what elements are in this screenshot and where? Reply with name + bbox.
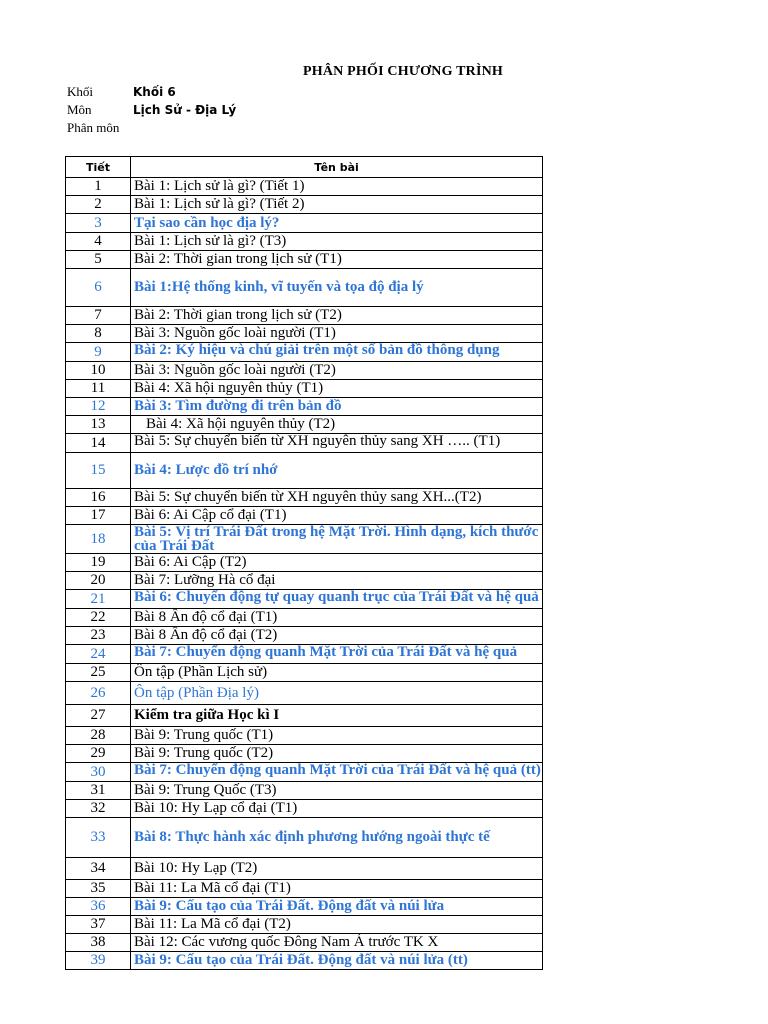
table-row xyxy=(66,880,543,898)
table-row xyxy=(66,705,543,727)
lesson-number: 23 xyxy=(66,627,131,645)
lesson-title: Bài 7: Chuyển động quanh Mặt Trời của Trái Đất và hệ quả (tt) xyxy=(131,763,543,782)
table-row xyxy=(66,627,543,645)
table-row xyxy=(66,952,543,970)
lesson-title: Bài 7: Chuyển động quanh Mặt Trời của Trái Đất và hệ quả xyxy=(131,645,543,664)
table-row xyxy=(66,572,543,590)
header-tiet: Tiết xyxy=(66,157,131,178)
lesson-title: Bài 6: Chuyển động tự quay quanh trục của Trái Đất và hệ quả xyxy=(131,590,543,609)
lesson-number: 5 xyxy=(66,251,131,269)
table-row xyxy=(66,645,543,664)
lesson-number: 30 xyxy=(66,763,131,782)
lesson-title: Bài 9: Cấu tạo của Trái Đất. Động đất và núi lửa (tt) xyxy=(131,952,543,970)
lesson-title: Bài 3: Nguồn gốc loài người (T2) xyxy=(131,362,543,380)
table-row xyxy=(66,818,543,858)
lesson-title: Bài 11: La Mã cổ đại (T2) xyxy=(131,916,543,934)
lesson-number: 20 xyxy=(66,572,131,590)
lesson-title: Bài 4: Lược đồ trí nhớ xyxy=(131,453,543,489)
lesson-title: Bài 6: Ai Cập cổ đại (T1) xyxy=(131,507,543,525)
lesson-number: 29 xyxy=(66,745,131,763)
lesson-title: Bài 1:Hệ thống kinh, vĩ tuyến và tọa độ địa lý xyxy=(131,269,543,307)
lesson-number: 24 xyxy=(66,645,131,664)
lesson-title: Bài 1: Lịch sử là gì? (Tiết 2) xyxy=(131,196,543,214)
lesson-number: 33 xyxy=(66,818,131,858)
lesson-title: Bài 5: Sự chuyển biến từ XH nguyên thủy sang XH...(T2) xyxy=(131,489,543,507)
table-row xyxy=(66,727,543,745)
lesson-number: 12 xyxy=(66,398,131,416)
lesson-title: Bài 1: Lịch sử là gì? (Tiết 1) xyxy=(131,178,543,196)
table-row xyxy=(66,416,543,434)
table-row xyxy=(66,525,543,554)
table-row xyxy=(66,898,543,916)
table-row xyxy=(66,380,543,398)
lesson-number: 14 xyxy=(66,434,131,453)
lesson-title: Bài 2: Thời gian trong lịch sử (T2) xyxy=(131,307,543,325)
lesson-number: 11 xyxy=(66,380,131,398)
lesson-number: 39 xyxy=(66,952,131,970)
lesson-title: Bài 6: Ai Cập (T2) xyxy=(131,554,543,572)
lesson-number: 27 xyxy=(66,705,131,727)
table-row xyxy=(66,554,543,572)
lesson-title: Bài 9: Trung quốc (T1) xyxy=(131,727,543,745)
lesson-number: 18 xyxy=(66,525,131,554)
mon-label: Môn xyxy=(67,102,92,117)
lesson-title: Bài 8 Ấn độ cổ đại (T1) xyxy=(131,609,543,627)
table-row xyxy=(66,782,543,800)
lesson-number: 35 xyxy=(66,880,131,898)
table-row xyxy=(66,214,543,233)
mon-value: Lịch Sử - Địa Lý xyxy=(133,103,237,117)
lesson-number: 8 xyxy=(66,325,131,343)
lesson-title: Bài 3: Tìm đường đi trên bản đồ xyxy=(131,398,543,416)
lesson-title: Ôn tập (Phần Lịch sử) xyxy=(131,664,543,682)
lesson-number: 34 xyxy=(66,858,131,880)
schedule-table xyxy=(65,156,543,970)
table-row xyxy=(66,682,543,705)
table-row xyxy=(66,362,543,380)
lesson-title: Bài 4: Xã hội nguyên thủy (T2) xyxy=(131,416,543,434)
table-row xyxy=(66,489,543,507)
table-row xyxy=(66,800,543,818)
lesson-number: 21 xyxy=(66,590,131,609)
lesson-title: Ôn tập (Phần Địa lý) xyxy=(131,682,543,705)
table-header-row xyxy=(66,157,543,178)
lesson-number: 28 xyxy=(66,727,131,745)
lesson-number: 1 xyxy=(66,178,131,196)
lesson-number: 38 xyxy=(66,934,131,952)
lesson-title: Tại sao cần học địa lý? xyxy=(131,214,543,233)
lesson-title: Bài 7: Lưỡng Hà cổ đại xyxy=(131,572,543,590)
table-row xyxy=(66,343,543,362)
lesson-title: Bài 1: Lịch sử là gì? (T3) xyxy=(131,233,543,251)
table-row xyxy=(66,233,543,251)
lesson-title: Bài 2: Thời gian trong lịch sử (T1) xyxy=(131,251,543,269)
lesson-number: 4 xyxy=(66,233,131,251)
lesson-title: Bài 11: La Mã cổ đại (T1) xyxy=(131,880,543,898)
table-row xyxy=(66,590,543,609)
table-row xyxy=(66,251,543,269)
lesson-number: 13 xyxy=(66,416,131,434)
table-row xyxy=(66,916,543,934)
lesson-number: 32 xyxy=(66,800,131,818)
table-row xyxy=(66,453,543,489)
lesson-number: 22 xyxy=(66,609,131,627)
table-row xyxy=(66,934,543,952)
lesson-number: 17 xyxy=(66,507,131,525)
table-row xyxy=(66,269,543,307)
lesson-number: 36 xyxy=(66,898,131,916)
table-row xyxy=(66,434,543,453)
lesson-number: 6 xyxy=(66,269,131,307)
lesson-title: Bài 5: Sự chuyển biến từ XH nguyên thủy sang XH ….. (T1) xyxy=(131,434,543,453)
lesson-title: Bài 3: Nguồn gốc loài người (T1) xyxy=(131,325,543,343)
table-row xyxy=(66,664,543,682)
lesson-title: Bài 9: Cấu tạo của Trái Đất. Động đất và núi lửa xyxy=(131,898,543,916)
table-row xyxy=(66,763,543,782)
khoi-label: Khối xyxy=(67,84,93,99)
table-row xyxy=(66,325,543,343)
table-row xyxy=(66,398,543,416)
header-ten-bai: Tên bài xyxy=(131,157,543,178)
lesson-number: 16 xyxy=(66,489,131,507)
lesson-title: Bài 10: Hy Lạp cổ đại (T1) xyxy=(131,800,543,818)
lesson-number: 19 xyxy=(66,554,131,572)
lesson-title: Bài 5: Vị trí Trái Đất trong hệ Mặt Trời. Hình dạng, kích thước của Trái Đất xyxy=(131,525,543,554)
lesson-number: 25 xyxy=(66,664,131,682)
table-row xyxy=(66,858,543,880)
lesson-title: Bài 8 Ấn độ cổ đại (T2) xyxy=(131,627,543,645)
lesson-number: 3 xyxy=(66,214,131,233)
lesson-number: 15 xyxy=(66,453,131,489)
lesson-title: Bài 9: Trung quốc (T2) xyxy=(131,745,543,763)
lesson-title: Bài 10: Hy Lạp (T2) xyxy=(131,858,543,880)
lesson-title: Bài 2: Ký hiệu và chú giải trên một số bản đồ thông dụng xyxy=(131,343,543,362)
lesson-number: 37 xyxy=(66,916,131,934)
lesson-number: 10 xyxy=(66,362,131,380)
lesson-title: Bài 4: Xã hội nguyên thủy (T1) xyxy=(131,380,543,398)
lesson-number: 26 xyxy=(66,682,131,705)
table-row xyxy=(66,196,543,214)
lesson-number: 2 xyxy=(66,196,131,214)
table-row xyxy=(66,745,543,763)
table-row xyxy=(66,178,543,196)
lesson-number: 9 xyxy=(66,343,131,362)
lesson-title: Kiểm tra giữa Học kì I xyxy=(131,705,543,727)
phanmon-label: Phân môn xyxy=(67,120,120,135)
lesson-title: Bài 8: Thực hành xác định phương hướng ngoài thực tế xyxy=(131,818,543,858)
lesson-title: Bài 12: Các vương quốc Đông Nam Á trước TK X xyxy=(131,934,543,952)
lesson-number: 31 xyxy=(66,782,131,800)
lesson-title: Bài 9: Trung Quốc (T3) xyxy=(131,782,543,800)
table-row xyxy=(66,609,543,627)
lesson-number: 7 xyxy=(66,307,131,325)
page-title: PHÂN PHỐI CHƯƠNG TRÌNH xyxy=(302,64,504,79)
khoi-value: Khối 6 xyxy=(133,85,176,99)
table-row xyxy=(66,307,543,325)
table-row xyxy=(66,507,543,525)
